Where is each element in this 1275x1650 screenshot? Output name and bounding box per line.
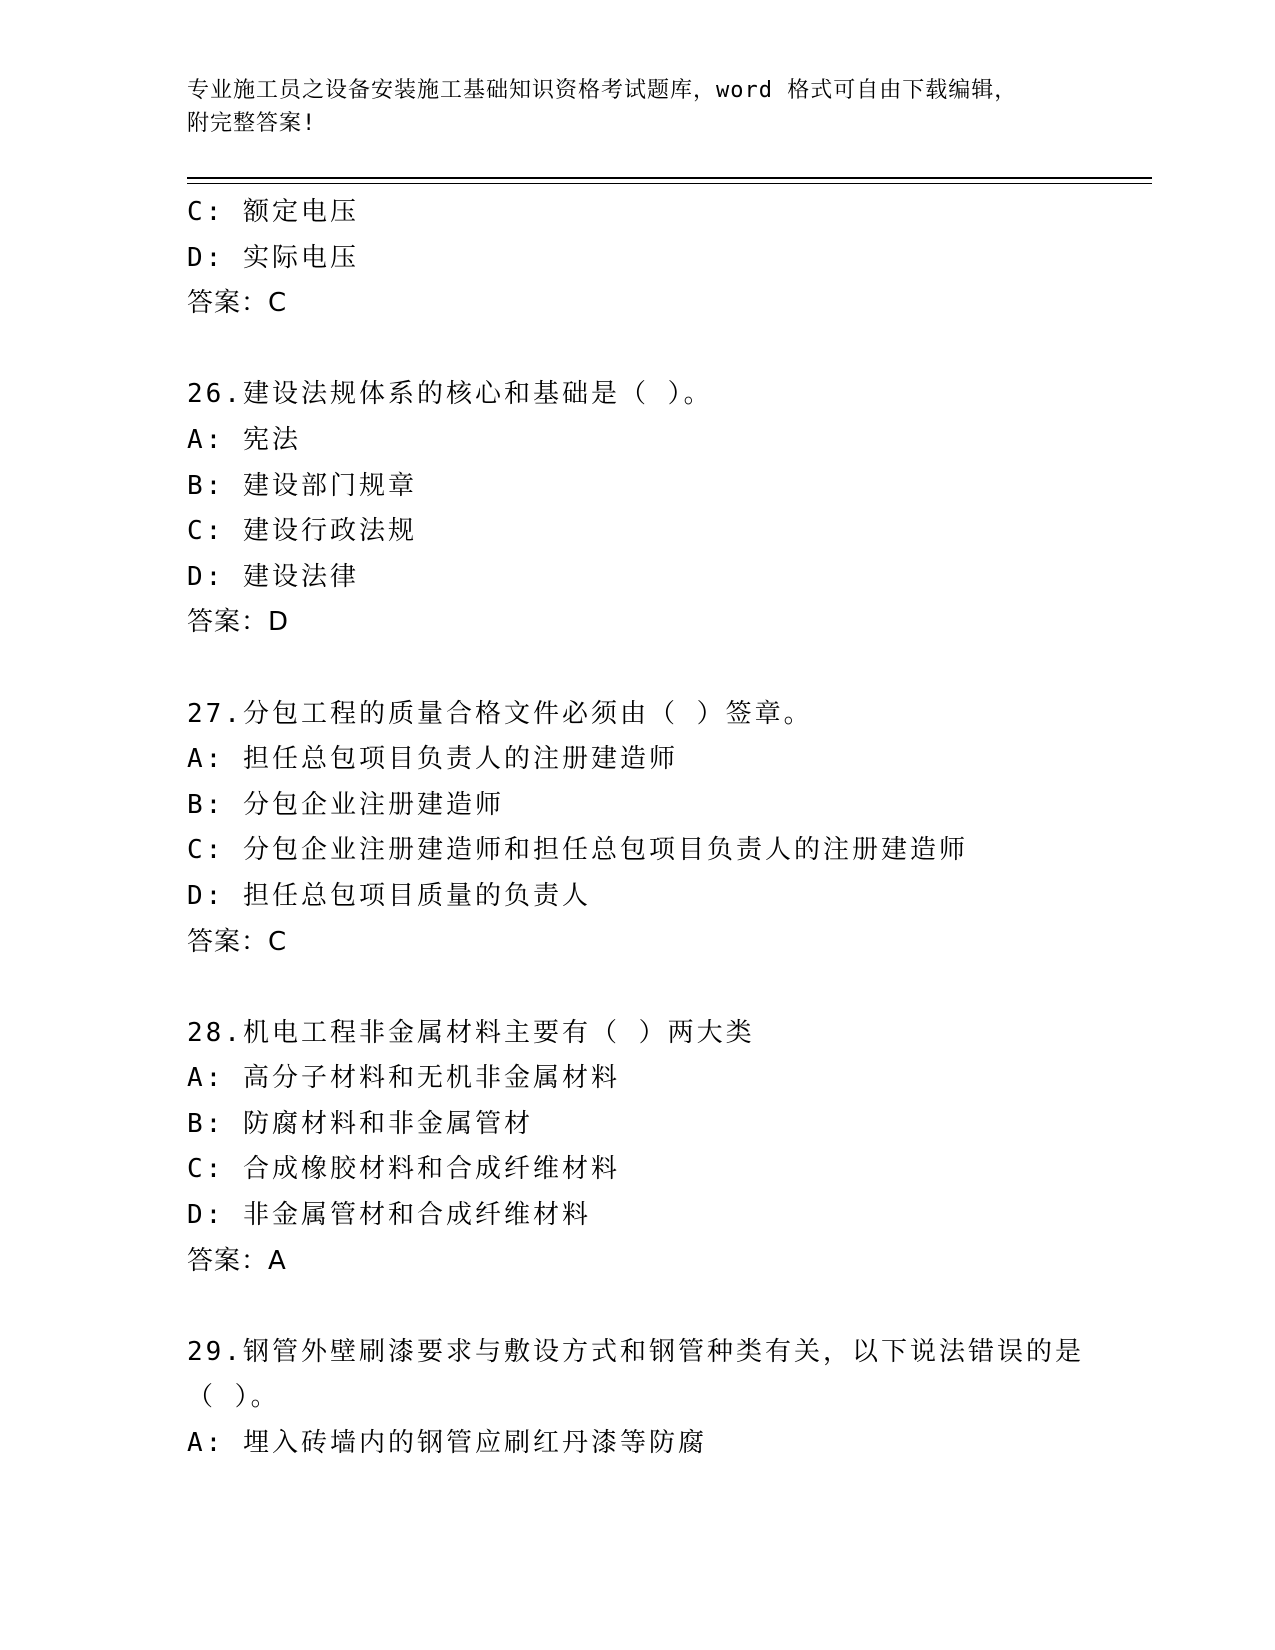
option-b: B: 防腐材料和非金属管材: [187, 1108, 533, 1139]
question-29: [187, 1330, 1147, 1467]
question-stem: 28.机电工程非金属材料主要有（ ）两大类: [187, 1017, 755, 1048]
spacer: [187, 1284, 1147, 1330]
option-c: C: 合成橡胶材料和合成纤维材料: [187, 1154, 620, 1185]
spacer: [187, 646, 1147, 692]
question-26: [187, 372, 1147, 646]
spacer: [187, 327, 1147, 373]
option-b: B: 分包企业注册建造师: [187, 789, 504, 820]
question-27: [187, 692, 1147, 966]
question-stem: 26.建设法规体系的核心和基础是（ ）。: [187, 379, 713, 410]
question-stem-line-2: （ ）。: [187, 1382, 280, 1413]
option-a: A: 担任总包项目负责人的注册建造师: [187, 744, 678, 775]
option-c: C: 额定电压: [187, 197, 359, 227]
option-a: A: 宪法: [187, 424, 301, 455]
question-stem-line-1: 29.钢管外壁刷漆要求与敷设方式和钢管种类有关，以下说法错误的是: [187, 1336, 1084, 1367]
option-a: A: 埋入砖墙内的钢管应刷红丹漆等防腐: [187, 1428, 707, 1459]
option-d: D: 建设法律: [187, 561, 359, 592]
spacer: [187, 965, 1147, 1011]
answer-line: 答案：C: [187, 288, 288, 319]
answer-line: 答案：A: [187, 1245, 287, 1276]
answer-line: 答案：C: [187, 926, 288, 957]
question-stem: 27.分包工程的质量合格文件必须由（ ）签章。: [187, 698, 813, 729]
option-d: D: 实际电压: [187, 242, 359, 273]
option-a: A: 高分子材料和无机非金属材料: [187, 1063, 620, 1094]
header-line-2: 附完整答案!: [187, 111, 317, 136]
document-header: [187, 74, 1067, 140]
option-c: C: 分包企业注册建造师和担任总包项目负责人的注册建造师: [187, 835, 968, 866]
answer-line: 答案：D: [187, 607, 290, 638]
option-c: C: 建设行政法规: [187, 516, 417, 547]
question-content: [187, 190, 1147, 1467]
option-b: B: 建设部门规章: [187, 470, 417, 501]
option-d: D: 担任总包项目质量的负责人: [187, 880, 591, 911]
question-28: [187, 1011, 1147, 1285]
header-divider-thin: [187, 183, 1152, 184]
header-divider-thick: [187, 177, 1152, 179]
header-line-1: 专业施工员之设备安装施工基础知识资格考试题库，word 格式可自由下载编辑，: [187, 78, 1018, 103]
question-25-tail: [187, 190, 1147, 327]
option-d: D: 非金属管材和合成纤维材料: [187, 1200, 591, 1231]
